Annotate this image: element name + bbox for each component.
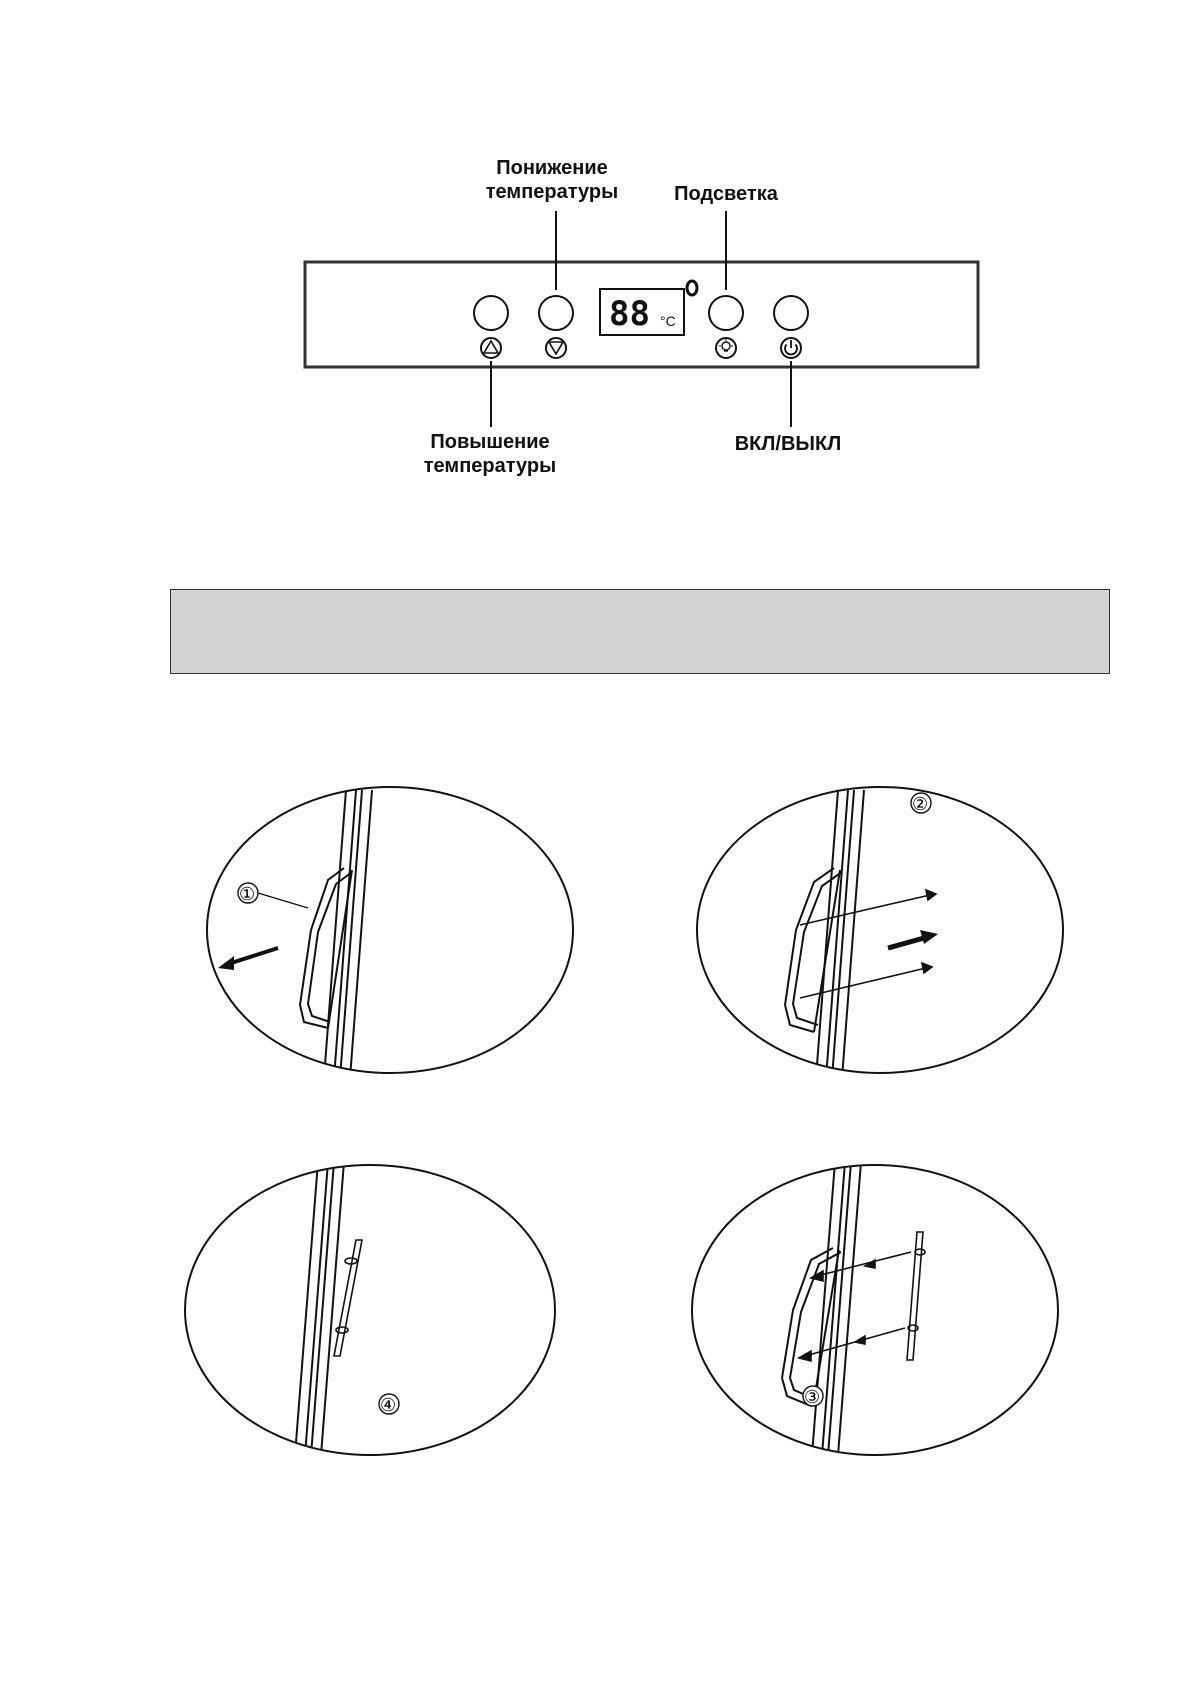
mounting-bracket: [334, 1240, 362, 1356]
lightbulb-icon: [716, 338, 736, 358]
display-digits: 88: [609, 294, 650, 334]
label-temp-down: Понижение температуры: [485, 157, 619, 203]
step-1-number: ①: [239, 884, 256, 904]
step-2-illustration: [690, 780, 1070, 1080]
step-2-circle: [697, 787, 1063, 1073]
triangle-down-icon: [546, 338, 566, 358]
power-button[interactable]: [774, 296, 808, 330]
step-4-circle: [185, 1165, 555, 1455]
step-1-circle: [207, 787, 573, 1073]
step-4-number: ④: [380, 1395, 397, 1415]
step-3-number: ③: [804, 1387, 821, 1407]
light-button[interactable]: [709, 296, 743, 330]
temp-up-button[interactable]: [474, 296, 508, 330]
triangle-up-icon: [481, 338, 501, 358]
mounting-bracket: [907, 1232, 925, 1360]
temp-down-button[interactable]: [539, 296, 573, 330]
step-3-illustration: [685, 1160, 1065, 1470]
label-power: ВКЛ/ВЫКЛ: [734, 433, 842, 455]
step-3-circle: [692, 1165, 1058, 1455]
step-4-illustration: [180, 1160, 560, 1470]
screw-arrows: [799, 1252, 911, 1361]
section-header-bar: [170, 589, 1110, 674]
power-icon: [781, 338, 801, 358]
screw-arrows: [800, 890, 936, 998]
step-1-illustration: [200, 780, 580, 1080]
label-light: Подсветка: [674, 183, 778, 205]
step-2-number: ②: [912, 794, 929, 814]
indicator-led: [687, 281, 697, 295]
label-temp-up: Повышение температуры: [423, 431, 557, 477]
control-panel-drawing: [0, 0, 1190, 520]
arrow-left-icon: [218, 948, 278, 970]
display-unit: °C: [660, 313, 676, 329]
arrow-right-icon: [888, 930, 938, 948]
